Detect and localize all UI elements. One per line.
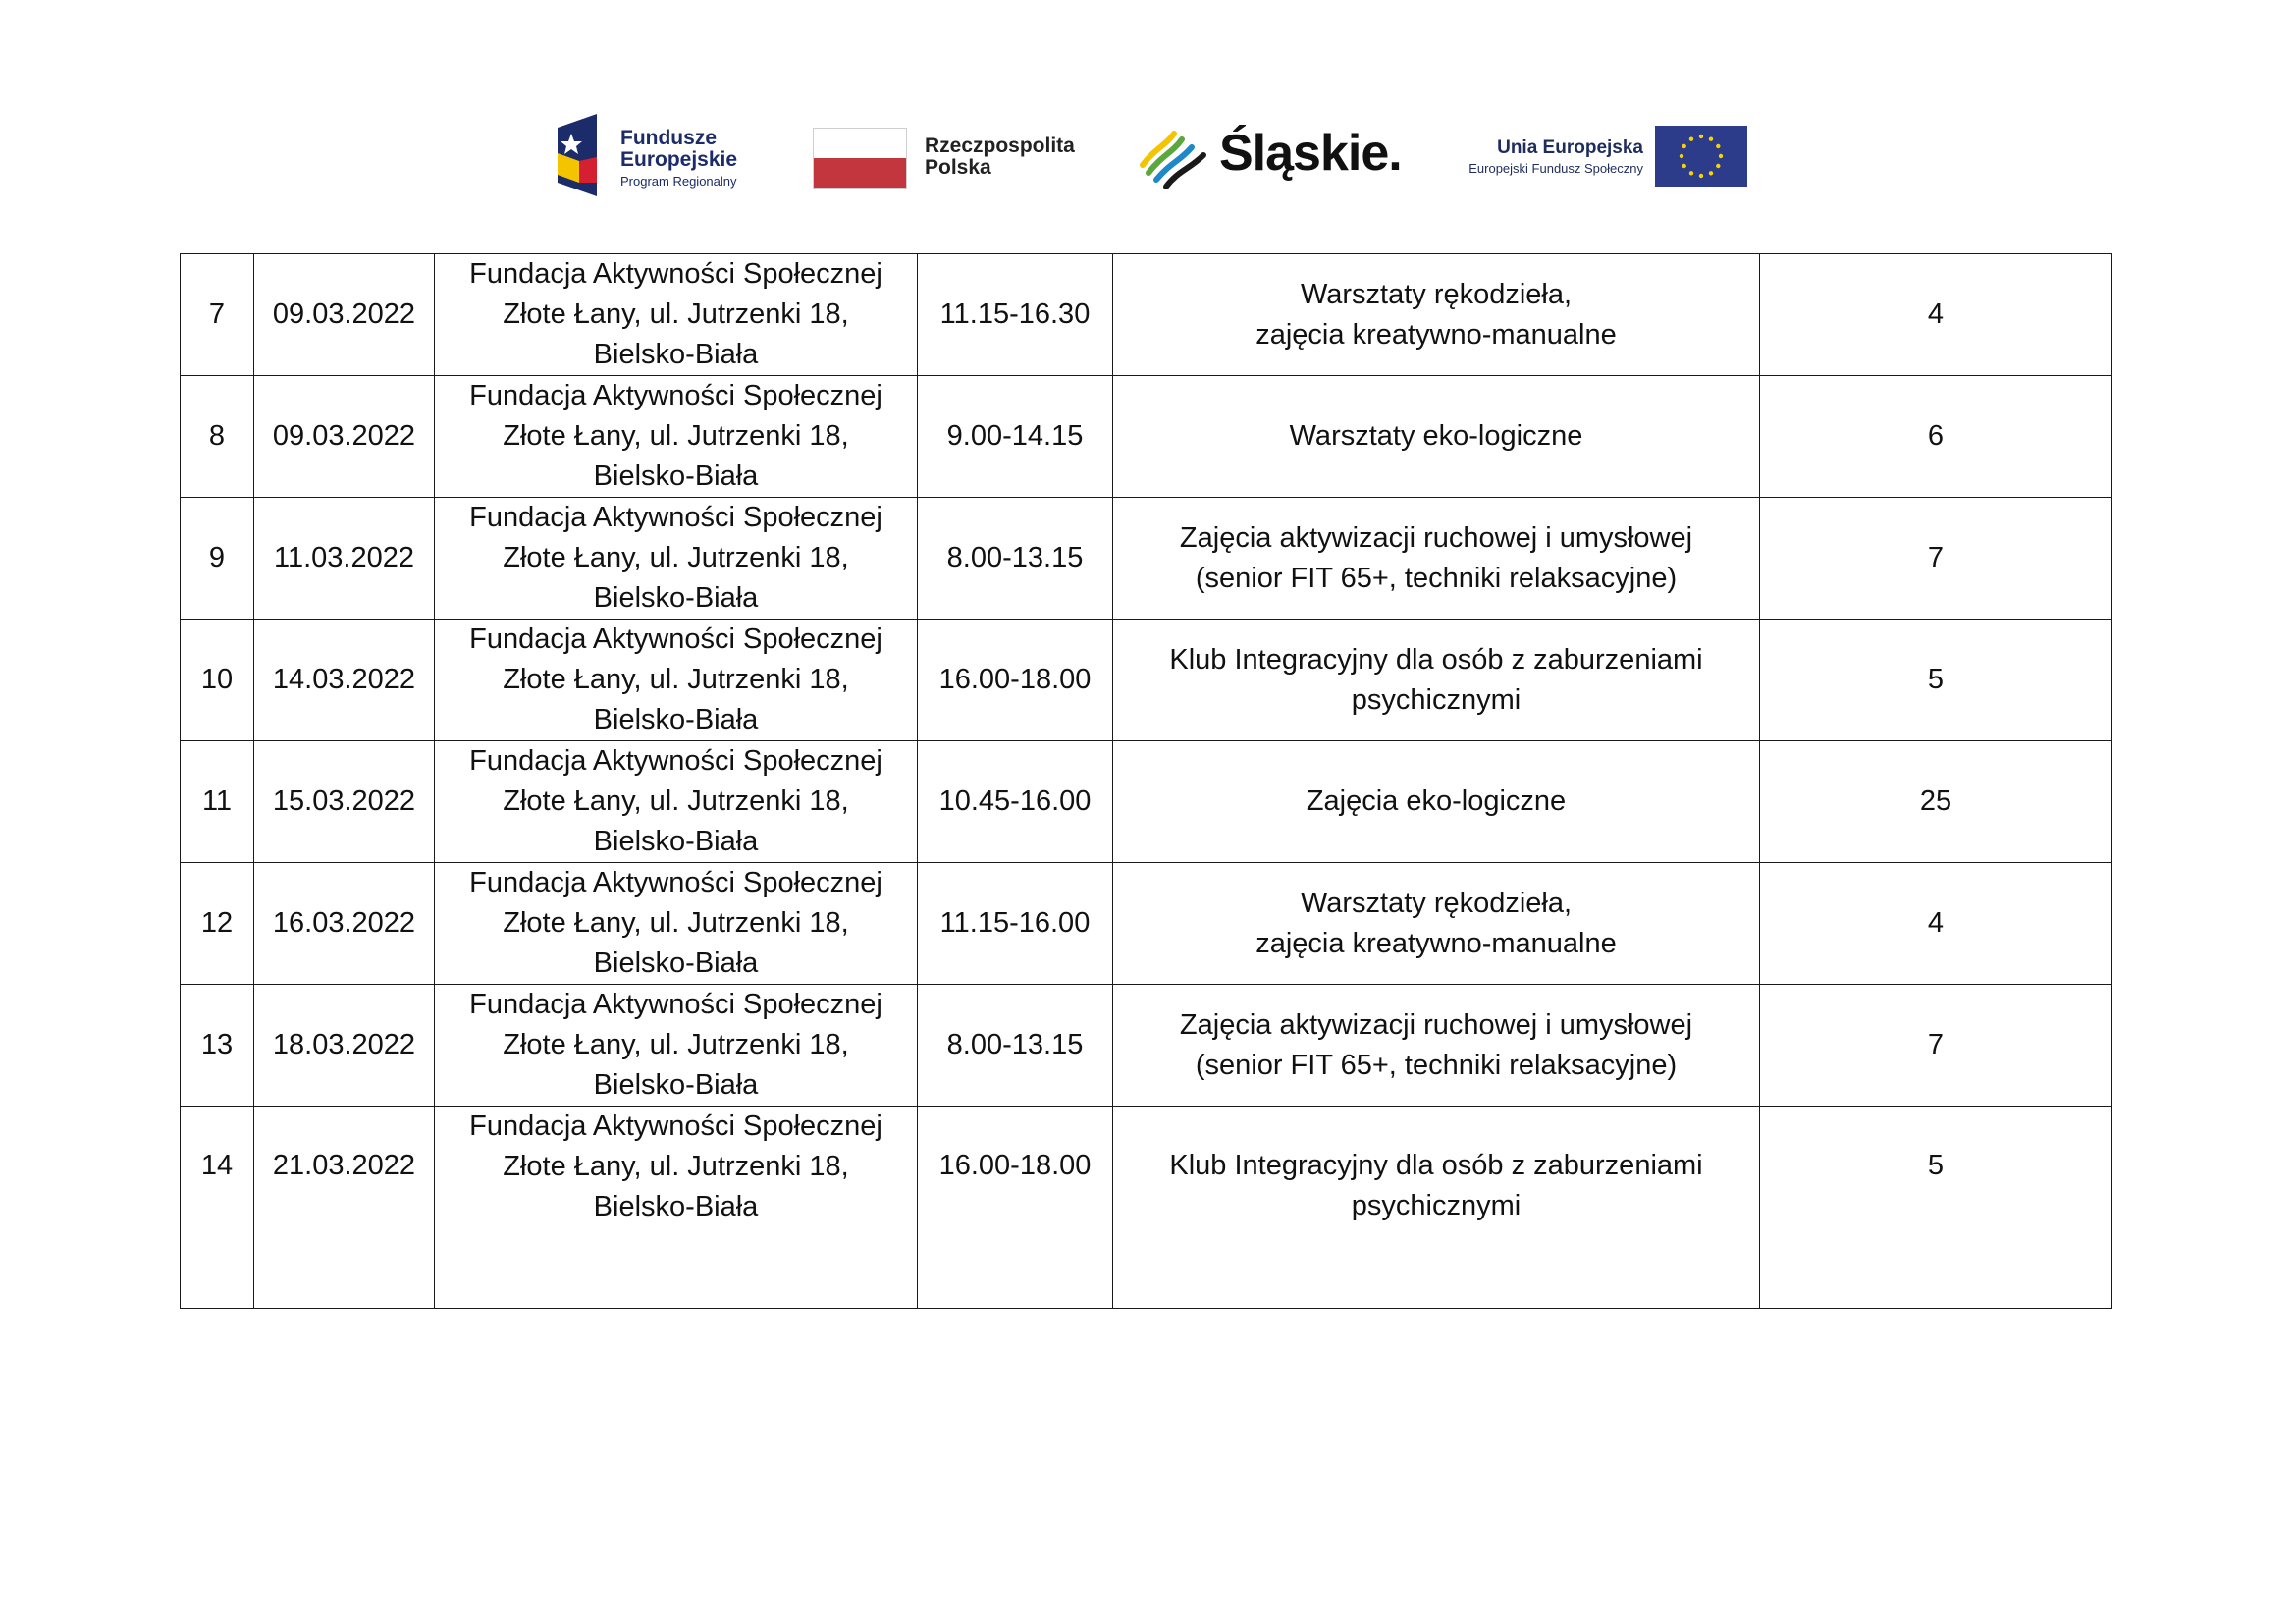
row-number-cell: 8 xyxy=(181,376,254,498)
fundusze-europejskie-logo xyxy=(558,106,774,204)
place-cell xyxy=(435,1107,918,1309)
place-cell-line: Złote Łany, ul. Jutrzenki 18, xyxy=(503,785,849,817)
activity-cell-line: zajęcia kreatywno-manualne xyxy=(1255,927,1617,959)
activity-cell-line: Klub Integracyjny dla osób z zaburzeniami xyxy=(1169,1150,1703,1181)
activity-cell-line: Zajęcia aktywizacji ruchowej i umysłowej xyxy=(1179,1008,1693,1041)
place-cell xyxy=(435,985,918,1107)
place-cell-line: Fundacja Aktywności Społecznej xyxy=(469,989,882,1020)
participants-count-cell: 7 xyxy=(1760,498,2112,620)
eu-star-icon xyxy=(1689,171,1693,175)
time-cell: 16.00-18.00 xyxy=(918,620,1113,741)
table-row xyxy=(181,985,2112,1107)
rp-logo-line1: Rzeczpospolita xyxy=(925,135,1075,157)
eu-star-icon xyxy=(1689,137,1693,141)
rzeczpospolita-polska-logo xyxy=(813,106,1097,204)
activity-cell xyxy=(1113,620,1760,741)
date-cell: 18.03.2022 xyxy=(254,985,435,1107)
place-cell-line: Złote Łany, ul. Jutrzenki 18, xyxy=(503,1029,849,1060)
fe-logo-line2: Europejskie xyxy=(620,148,738,171)
schedule-table xyxy=(180,253,2112,1309)
eu-star-icon xyxy=(1716,164,1720,168)
activity-cell-line: (senior FIT 65+, techniki relaksacyjne) xyxy=(1195,1049,1678,1081)
date-cell: 16.03.2022 xyxy=(254,863,435,985)
activity-cell xyxy=(1113,254,1760,376)
place-cell-line: Złote Łany, ul. Jutrzenki 18, xyxy=(503,1151,849,1182)
table-row xyxy=(181,863,2112,985)
place-cell xyxy=(435,376,918,498)
place-cell-line: Złote Łany, ul. Jutrzenki 18, xyxy=(503,420,849,452)
time-cell: 8.00-13.15 xyxy=(918,498,1113,620)
activity-cell-line: psychicznymi xyxy=(1351,1190,1522,1221)
time-cell: 8.00-13.15 xyxy=(918,985,1113,1107)
activity-cell xyxy=(1113,863,1760,985)
place-cell xyxy=(435,863,918,985)
place-cell-line: Bielsko-Biała xyxy=(593,826,759,857)
time-cell: 11.15-16.00 xyxy=(918,863,1113,985)
place-cell-line: Złote Łany, ul. Jutrzenki 18, xyxy=(503,542,849,573)
participants-count-cell: 5 xyxy=(1760,620,2112,741)
activity-cell xyxy=(1113,498,1760,620)
date-cell: 14.03.2022 xyxy=(254,620,435,741)
date-cell: 11.03.2022 xyxy=(254,498,435,620)
place-cell-line: Fundacja Aktywności Społecznej xyxy=(469,380,882,411)
participants-count-cell: 6 xyxy=(1760,376,2112,498)
eu-star-icon xyxy=(1682,164,1686,168)
activity-cell-line: psychicznymi xyxy=(1351,683,1522,716)
slaskie-waves-icon xyxy=(1139,126,1207,189)
activity-cell xyxy=(1113,741,1760,863)
activity-cell xyxy=(1113,376,1760,498)
slaskie-logo-text: Śląskie. xyxy=(1219,125,1402,182)
eu-star-icon xyxy=(1709,171,1713,175)
ue-logo-line2: Europejski Fundusz Społeczny xyxy=(1468,161,1643,176)
place-cell-line: Bielsko-Biała xyxy=(593,339,759,370)
eu-star-icon xyxy=(1699,174,1703,178)
place-cell-line: Bielsko-Biała xyxy=(593,947,759,979)
eu-flag-icon xyxy=(1655,126,1747,187)
fe-logo-line3: Program Regionalny xyxy=(620,174,737,189)
place-cell-line: Fundacja Aktywności Społecznej xyxy=(469,867,882,898)
row-number-cell: 12 xyxy=(181,863,254,985)
date-cell: 21.03.2022 xyxy=(254,1107,435,1309)
time-cell: 16.00-18.00 xyxy=(918,1107,1113,1309)
place-cell-line: Złote Łany, ul. Jutrzenki 18, xyxy=(503,298,849,330)
activity-cell xyxy=(1113,1107,1760,1309)
activity-cell-line: Klub Integracyjny dla osób z zaburzeniami xyxy=(1169,643,1703,676)
row-number-cell: 13 xyxy=(181,985,254,1107)
place-cell-line: Złote Łany, ul. Jutrzenki 18, xyxy=(503,664,849,695)
activity-cell-line: Warsztaty rękodzieła, xyxy=(1300,887,1573,919)
participants-count-cell: 7 xyxy=(1760,985,2112,1107)
activity-cell-line: Warsztaty rękodzieła, xyxy=(1300,278,1573,310)
eu-star-icon xyxy=(1682,144,1686,148)
poland-flag-icon xyxy=(813,128,907,189)
place-cell-line: Fundacja Aktywności Społecznej xyxy=(469,1110,882,1142)
participants-count-cell: 5 xyxy=(1760,1107,2112,1309)
unia-europejska-logo xyxy=(1445,106,1759,204)
eu-star-icon xyxy=(1719,154,1723,158)
activity-cell-line: Warsztaty eko-logiczne xyxy=(1289,420,1583,452)
logo-bar xyxy=(0,106,2296,204)
eu-star-icon xyxy=(1716,144,1720,148)
place-cell xyxy=(435,498,918,620)
place-cell xyxy=(435,620,918,741)
date-cell: 09.03.2022 xyxy=(254,376,435,498)
place-cell-line: Fundacja Aktywności Społecznej xyxy=(469,623,882,655)
place-cell-line: Fundacja Aktywności Społecznej xyxy=(469,502,882,533)
time-cell: 10.45-16.00 xyxy=(918,741,1113,863)
table-row xyxy=(181,741,2112,863)
table-row xyxy=(181,376,2112,498)
participants-count-cell: 25 xyxy=(1760,741,2112,863)
schedule-table-body xyxy=(181,254,2112,1309)
place-cell xyxy=(435,254,918,376)
fe-star-mark-icon xyxy=(558,114,605,196)
place-cell-line: Bielsko-Biała xyxy=(593,1191,759,1222)
participants-count-cell: 4 xyxy=(1760,254,2112,376)
place-cell-line: Bielsko-Biała xyxy=(593,460,759,492)
row-number-cell: 10 xyxy=(181,620,254,741)
place-cell-line: Bielsko-Biała xyxy=(593,704,759,735)
participants-count-cell: 4 xyxy=(1760,863,2112,985)
activity-cell-line: Zajęcia aktywizacji ruchowej i umysłowej xyxy=(1179,521,1693,554)
date-cell: 15.03.2022 xyxy=(254,741,435,863)
fe-logo-line1: Fundusze xyxy=(620,127,717,149)
date-cell: 09.03.2022 xyxy=(254,254,435,376)
eu-star-icon xyxy=(1699,135,1703,138)
ue-logo-line1: Unia Europejska xyxy=(1497,137,1643,158)
slaskie-logo xyxy=(1139,106,1404,204)
row-number-cell: 7 xyxy=(181,254,254,376)
place-cell-line: Fundacja Aktywności Społecznej xyxy=(469,745,882,777)
time-cell: 11.15-16.30 xyxy=(918,254,1113,376)
table-row xyxy=(181,498,2112,620)
table-row xyxy=(181,254,2112,376)
activity-cell-line: (senior FIT 65+, techniki relaksacyjne) xyxy=(1195,562,1678,594)
row-number-cell: 14 xyxy=(181,1107,254,1309)
activity-cell-line: zajęcia kreatywno-manualne xyxy=(1255,318,1617,351)
row-number-cell: 9 xyxy=(181,498,254,620)
rp-logo-line2: Polska xyxy=(925,156,991,179)
place-cell-line: Bielsko-Biała xyxy=(593,1069,759,1101)
place-cell-line: Złote Łany, ul. Jutrzenki 18, xyxy=(503,907,849,939)
table-row xyxy=(181,1107,2112,1309)
place-cell xyxy=(435,741,918,863)
activity-cell xyxy=(1113,985,1760,1107)
time-cell: 9.00-14.15 xyxy=(918,376,1113,498)
table-row xyxy=(181,620,2112,741)
eu-star-icon xyxy=(1680,154,1683,158)
row-number-cell: 11 xyxy=(181,741,254,863)
place-cell-line: Bielsko-Biała xyxy=(593,582,759,614)
activity-cell-line: Zajęcia eko-logiczne xyxy=(1306,785,1567,817)
place-cell-line: Fundacja Aktywności Społecznej xyxy=(469,258,882,290)
eu-star-icon xyxy=(1709,137,1713,141)
